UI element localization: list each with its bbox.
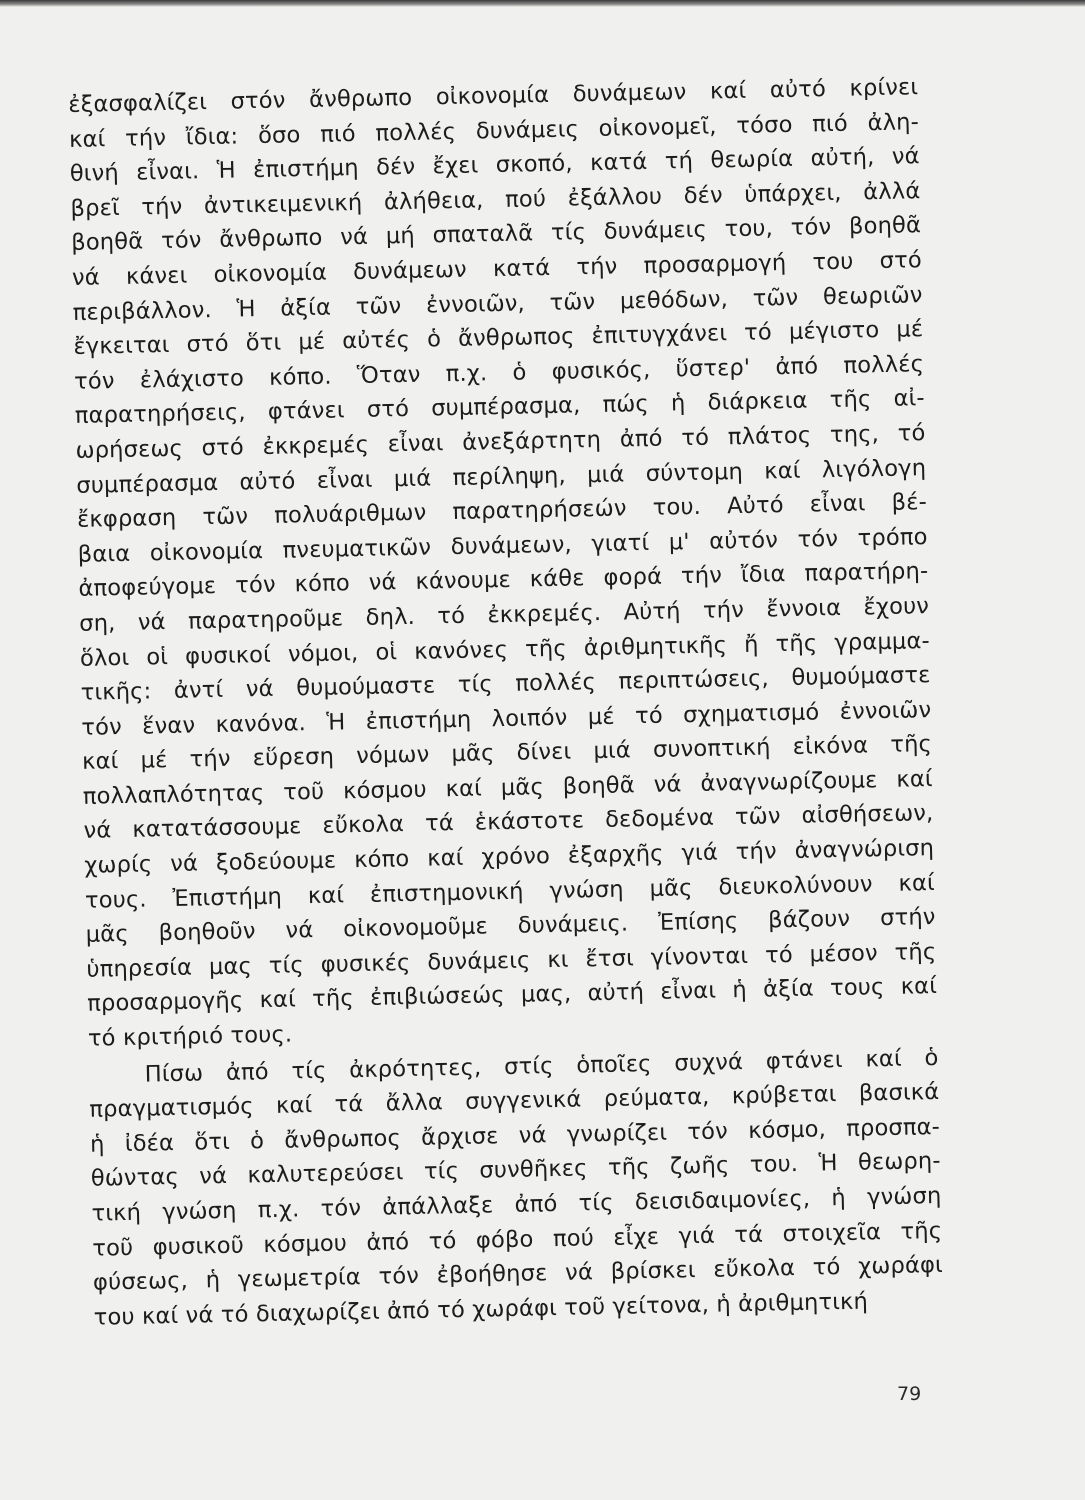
text-line: φύσεως, ἡ γεωμετρία τόν ἐβοήθησε νά βρίσκει εὔκολα τό χωράφι [92, 1252, 944, 1296]
page-number: 79 [897, 1383, 922, 1405]
text-line: ἔγκειται στό ὅτι μέ αὐτές ὁ ἄνθρωπος ἐπιτυγχάνει τό μέγιστο μέ [73, 316, 924, 361]
page-body-text [68, 70, 944, 1335]
scan-top-edge [0, 0, 1085, 7]
text-line: ἔκφραση τῶν πολυάριθμων παρατηρήσεών του. Αὐτό εἶναι βέ- [76, 489, 928, 534]
text-line: τική γνώση π.χ. τόν ἀπάλλαξε ἀπό τίς δεισιδαιμονίες, ἡ γνώση [91, 1182, 942, 1227]
text-line: θώντας νά καλυτερεύσει τίς συνθῆκες τῆς ζωῆς του. Ἡ θεωρη- [90, 1148, 941, 1193]
text-line: νά κατατάσσουμε εὔκολα τά ἑκάστοτε δεδομένα τῶν αἰσθήσεων, [83, 800, 934, 845]
text-line: ἀποφεύγομε τόν κόπο νά κάνουμε κάθε φορά τήν ἴδια παρατήρη- [78, 558, 929, 603]
text-line: παρατηρήσεις, φτάνει στό συμπέρασμα, πώς ἡ διάρκεια τῆς αἰ- [74, 385, 925, 430]
text-line: βρεῖ τήν ἀντικειμενική ἀλήθεια, πού ἐξάλλου δέν ὑπάρχει, ἀλλά [70, 177, 921, 222]
text-line: βοηθᾶ τόν ἄνθρωπο νά μή σπαταλᾶ τίς δυνάμεις του, τόν βοηθᾶ [70, 212, 922, 257]
text-line: προσαρμογῆς καί τῆς ἐπιβιώσεώς μας, αὐτή εἶναι ἡ ἀξία τους καί [86, 973, 938, 1018]
text-line: τόν ἐλάχιστο κόπο. Ὅταν π.χ. ὁ φυσικός, ὕστερ' ἀπό πολλές [73, 350, 925, 395]
text-line: πραγματισμός καί τά ἄλλα συγγενικά ρεύματα, κρύβεται βασικά [89, 1079, 940, 1123]
text-line: καί τήν ἴδια: ὅσο πιό πολλές δυνάμεις οἰκονομεῖ, τόσο πιό ἀλη- [68, 108, 920, 153]
paragraph [88, 1041, 944, 1335]
text-line: πολλαπλότητας τοῦ κόσμου καί μᾶς βοηθᾶ νά ἀναγνωρίζουμε καί [82, 765, 933, 810]
text-line: τόν ἕναν κανόνα. Ἡ ἐπιστήμη λοιπόν μέ τό σχηματισμό ἐννοιῶν [81, 696, 932, 741]
text-line: ὑπηρεσία μας τίς φυσικές δυνάμεις κι ἔτσι γίνονται τό μέσον τῆς [86, 938, 937, 983]
text-line: μᾶς βοηθοῦν νά οἰκονομοῦμε δυνάμεις. Ἐπίσης βάζουν στήν [85, 904, 936, 949]
text-line: τοῦ φυσικοῦ κόσμου ἀπό τό φόβο πού εἶχε γιά τά στοιχεῖα τῆς [92, 1217, 943, 1262]
text-line: περιβάλλον. Ἡ ἀξία τῶν ἐννοιῶν, τῶν μεθόδων, τῶν θεωριῶν [72, 281, 923, 326]
text-line: συμπέρασμα αὐτό εἶναι μιά περίληψη, μιά σύντομη καί λιγόλογη [76, 454, 927, 499]
text-line: ἐξασφαλίζει στόν ἄνθρωπο οἰκονομία δυνάμεων καί αὐτό κρίνει [68, 74, 919, 118]
text-line: ση, νά παρατηροῦμε δηλ. τό ἐκκρεμές. Αὐτή τήν ἔννοια ἔχουν [78, 592, 930, 637]
paragraph [68, 70, 938, 1056]
text-line: ἡ ἰδέα ὅτι ὁ ἄνθρωπος ἄρχισε νά γνωρίζει τόν κόσμο, προσπα- [89, 1113, 941, 1158]
text-line: του καί νά τό διαχωρίζει ἀπό τό χωράφι τοῦ γείτονα, ἡ ἀριθμητική [93, 1288, 869, 1331]
text-line: ὅλοι οἱ φυσικοί νόμοι, οἱ κανόνες τῆς ἀριθμητικῆς ἤ τῆς γραμμα- [79, 627, 931, 672]
text-line: τικῆς: ἀντί νά θυμούμαστε τίς πολλές περιπτώσεις, θυμούμαστε [80, 662, 931, 706]
text-line: βαια οἰκονομία πνευματικῶν δυνάμεων, γιατί μ' αὐτόν τόν τρόπο [77, 523, 928, 568]
text-line: ωρήσεως στό ἐκκρεμές εἶναι ἀνεξάρτητη ἀπό τό πλάτος της, τό [75, 420, 926, 464]
text-line: χωρίς νά ξοδεύουμε κόπο καί χρόνο ἐξαρχῆς γιά τήν ἀναγνώριση [84, 835, 935, 879]
text-line: νά κάνει οἰκονομία δυνάμεων κατά τήν προσαρμογή του στό [71, 247, 923, 291]
text-line: Πίσω ἀπό τίς ἀκρότητες, στίς ὁποῖες συχνά φτάνει καί ὁ [144, 1044, 939, 1088]
text-line: τό κριτήριό τους. [87, 1021, 293, 1052]
text-line: καί μέ τήν εὕρεση νόμων μᾶς δίνει μιά συνοπτική εἰκόνα τῆς [81, 731, 933, 776]
text-line: τους. Ἐπιστήμη καί ἐπιστημονική γνώση μᾶς διευκολύνουν καί [84, 869, 936, 914]
text-line: θινή εἶναι. Ἡ ἐπιστήμη δέν ἔχει σκοπό, κατά τή θεωρία αὐτή, νά [69, 143, 920, 188]
